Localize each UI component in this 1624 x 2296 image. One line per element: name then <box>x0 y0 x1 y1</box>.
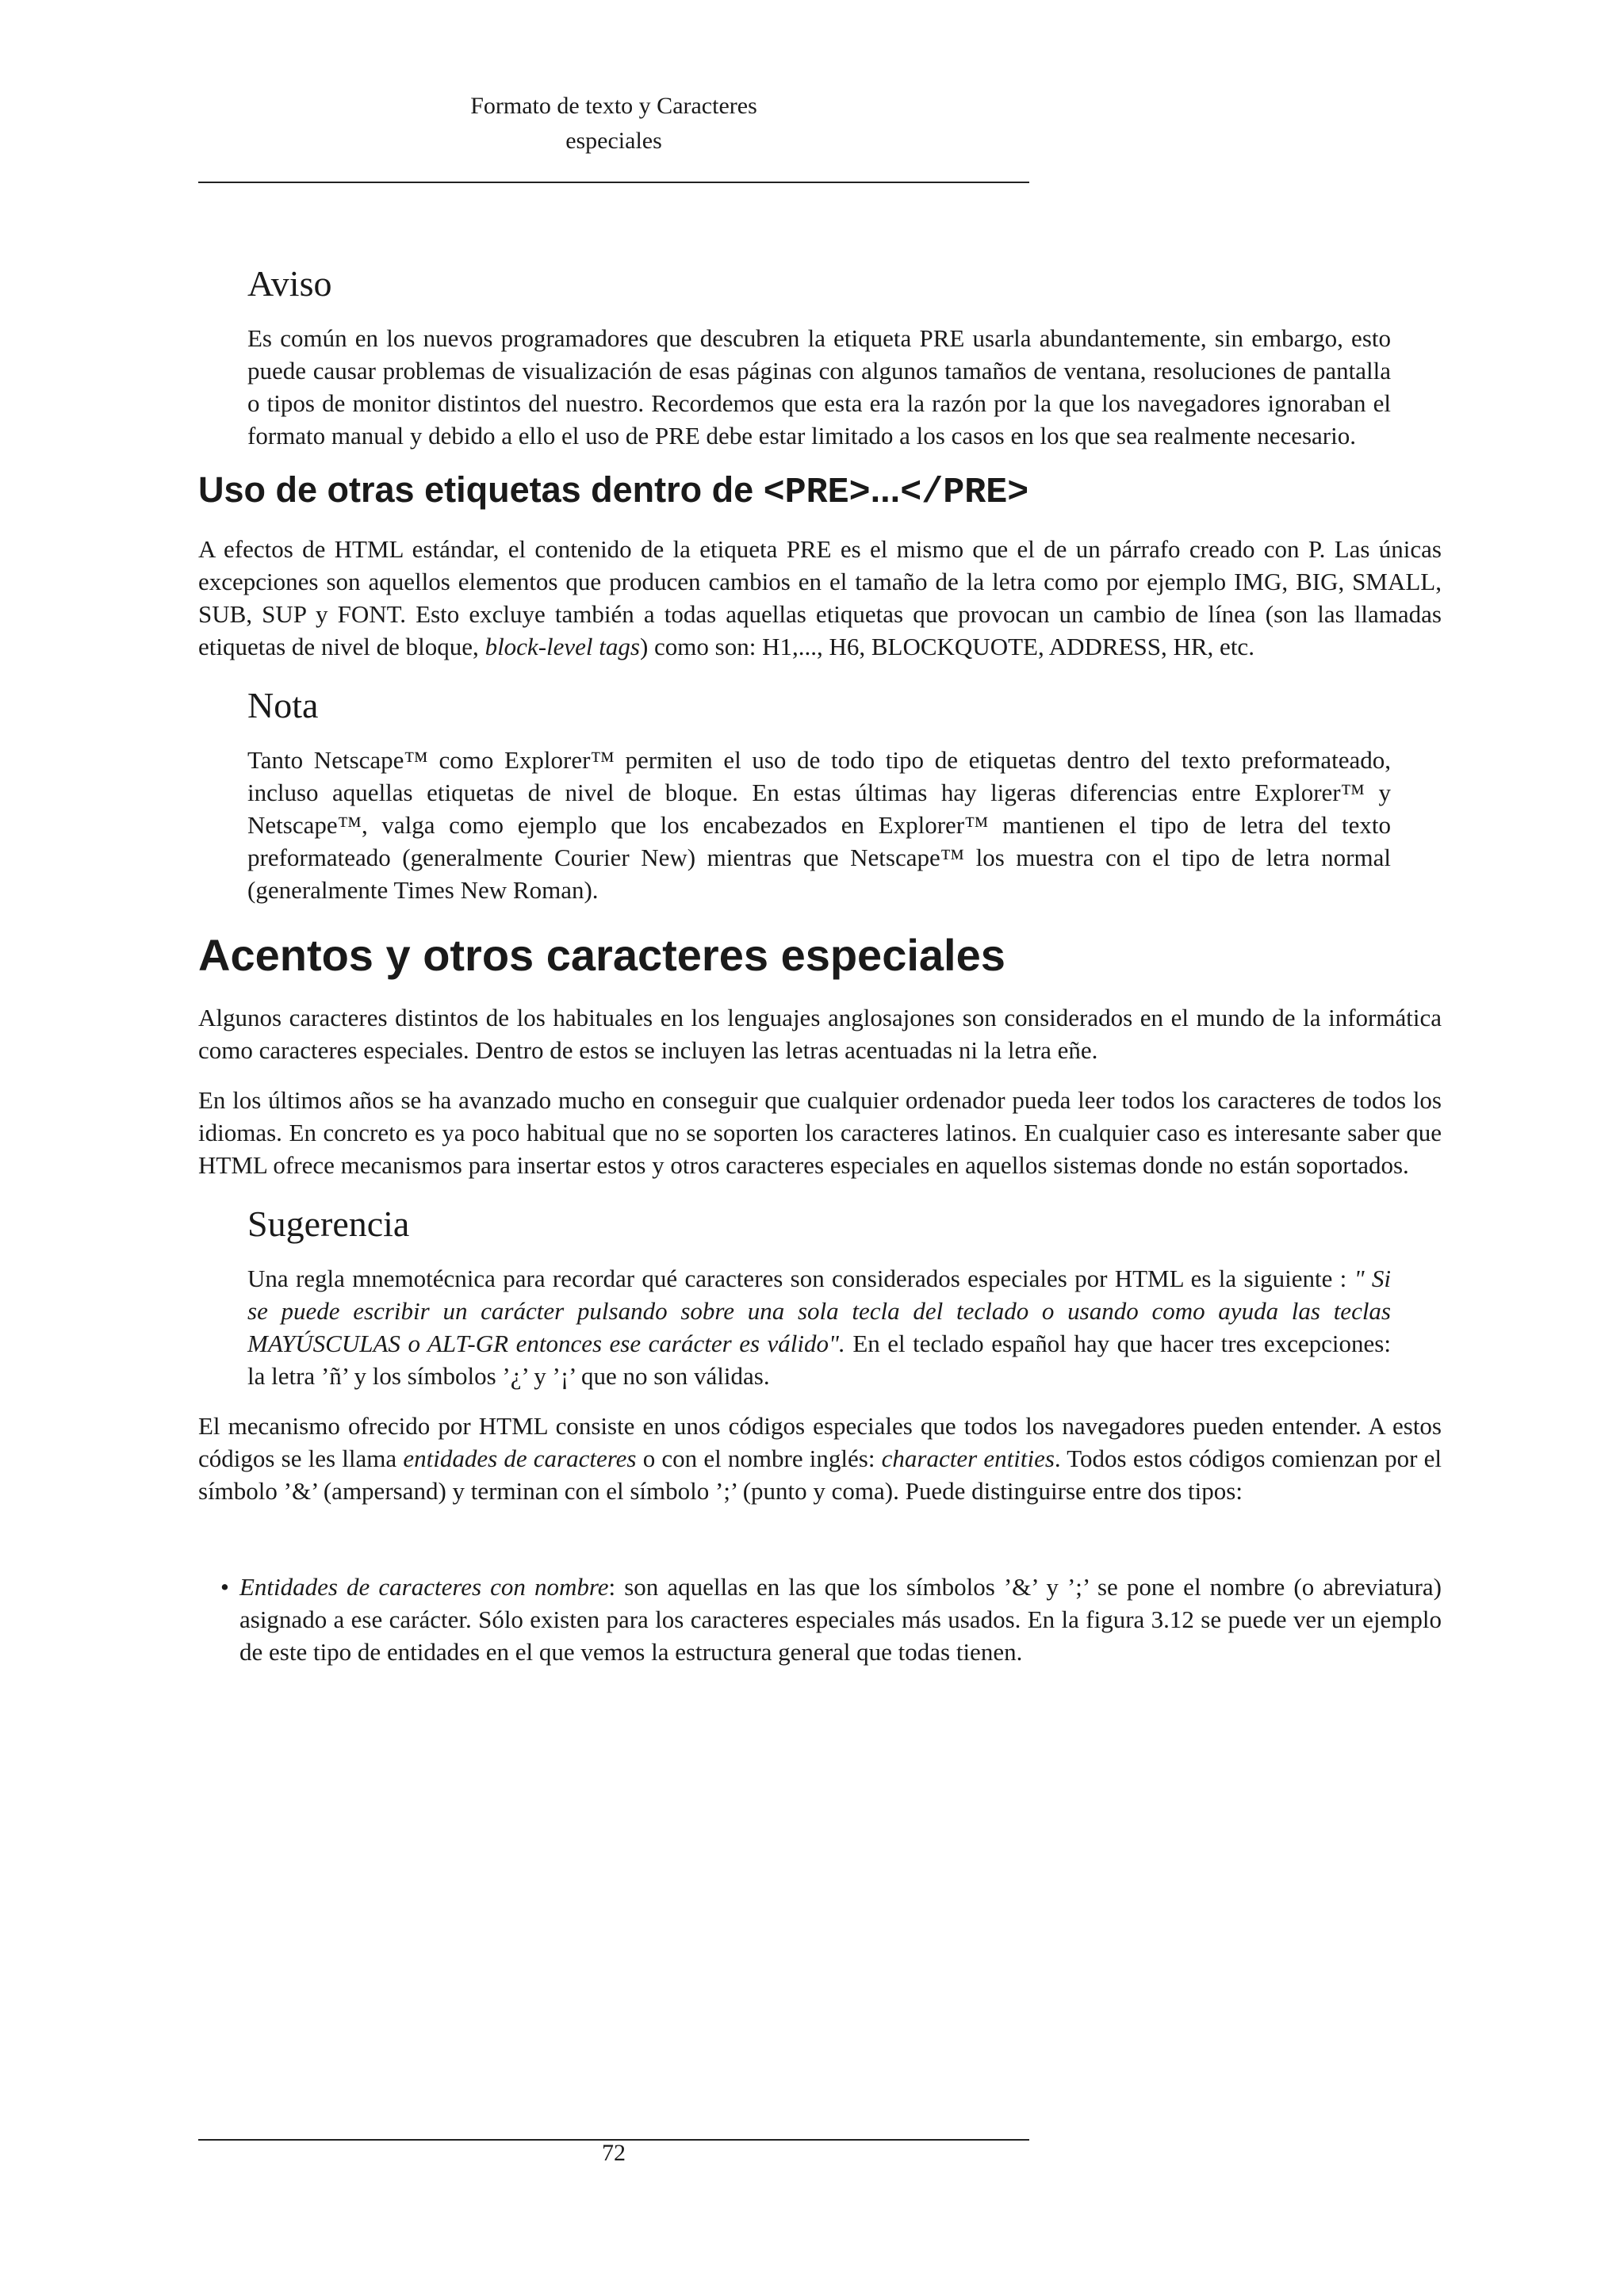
header-rule <box>198 182 1029 183</box>
list-item-text: : son aquellas en las que los símbolos ’&’ y ’;’ se pone el nombre (o abreviatura) asignado a ese carácter. Sólo existen para los caracteres especiales más usados. En la figura 3.12 se puede ver un ejemplo de este tipo de entidades en el que vemos la estructura general que todas tienen. <box>239 1573 1442 1666</box>
aviso-admonition <box>247 262 1391 452</box>
sugerencia-title: Sugerencia <box>247 1203 410 1244</box>
running-header <box>198 89 1029 159</box>
mecanismo-part2: o con el nombre inglés: <box>636 1445 882 1472</box>
pre-paragraph-italic: block-level tags <box>485 633 640 660</box>
mecanismo-italic2: character entities <box>881 1445 1055 1472</box>
section-heading-prefix: Uso de otras etiquetas dentro de <box>198 469 764 510</box>
mecanismo-italic1: entidades de caracteres <box>403 1445 637 1472</box>
sugerencia-italic: " Si se puede escribir un carácter pulsando sobre una sola tecla del teclado o usando como ayuda las teclas MAYÚSCULAS o ALT-GR entonces ese carácter es válido". <box>247 1265 1392 1357</box>
page-content <box>198 262 1442 1668</box>
heading-ellipsis: ... <box>870 469 901 510</box>
pre-paragraph <box>198 533 1442 663</box>
sugerencia-admonition <box>247 1202 1391 1392</box>
pre-open-tag: <PRE> <box>763 473 871 513</box>
list-item <box>198 1571 1442 1668</box>
nota-text: Tanto Netscape™ como Explorer™ permiten el uso de todo tipo de etiquetas dentro del texto preformateado, incluso aquellas etiquetas de nivel de bloque. En estas últimas hay ligeras diferencias entre Explorer™ y Netscape™, valga como ejemplo que los encabezados en Explorer™ mantienen el tipo de letra del texto preformateado (generalmente Courier New) mientras que Netscape™ los muestra con el tipo de letra normal (generalmente Times New Roman). <box>247 746 1391 904</box>
nota-admonition <box>247 683 1391 906</box>
bullet-icon: • <box>220 1573 229 1601</box>
page-number: 72 <box>602 2140 626 2166</box>
sugerencia-part1: Una regla mnemotécnica para recordar qué caracteres son considerados especiales por HTML es la siguiente : <box>247 1265 1354 1292</box>
list-item-italic: Entidades de caracteres con nombre <box>239 1573 609 1601</box>
nota-title: Nota <box>247 685 319 725</box>
chapter-paragraph-1: Algunos caracteres distintos de los habituales en los lenguajes anglosajones son considerados en el mundo de la informática como caracteres especiales. Dentro de estos se incluyen las letras acentuadas ni la letra eñe. <box>198 1004 1442 1064</box>
sugerencia-part2: En el teclado español hay que hacer tres excepciones: la letra ’ñ’ y los símbolos ’¿’ y ’¡’ que no son válidas. <box>247 1330 1391 1390</box>
aviso-title: Aviso <box>247 263 332 304</box>
running-header-line1: Formato de texto y Caracteres <box>470 93 757 119</box>
section-heading-pre <box>198 468 1442 515</box>
mecanismo-paragraph <box>198 1410 1442 1507</box>
sugerencia-text <box>247 1262 1391 1392</box>
pre-close-tag: </PRE> <box>900 473 1029 513</box>
mecanismo-part1: El mecanismo ofrecido por HTML consiste en unos códigos especiales que todos los navegadores pueden entender. A estos códigos se les llama <box>198 1412 1442 1472</box>
chapter-paragraph-2: En los últimos años se ha avanzado mucho en conseguir que cualquier ordenador pueda leer todos los caracteres de todos los idiomas. En concreto es ya poco habitual que no se soporten los caracteres latinos. En cualquier caso es interesante saber que HTML ofrece mecanismos para insertar estos y otros caracteres especiales en aquellos sistemas donde no están soportados. <box>198 1086 1442 1179</box>
chapter-heading: Acentos y otros caracteres especiales <box>198 930 1005 980</box>
pre-paragraph-part2: ) como son: H1,..., H6, BLOCKQUOTE, ADDRESS, HR, etc. <box>639 633 1254 660</box>
pre-paragraph-part1: A efectos de HTML estándar, el contenido de la etiqueta PRE es el mismo que el de un párrafo creado con P. Las únicas excepciones son aquellos elementos que producen cambios en el tamaño de la letra como por ejemplo IMG, BIG, SMALL, SUB, SUP y FONT. Esto excluye también a todas aquellas etiquetas que provocan un cambio de línea (son las llamadas etiquetas de nivel de bloque, <box>198 535 1442 660</box>
aviso-text: Es común en los nuevos programadores que descubren la etiqueta PRE usarla abundantemente, sin embargo, esto puede causar problemas de visualización de esas páginas con algunos tamaños de ventana, resoluciones de pantalla o tipos de monitor distintos del nuestro. Recordemos que esta era la razón por la que los navegadores ignoraban el formato manual y debido a ello el uso de PRE debe estar limitado a los casos en los que sea realmente necesario. <box>247 324 1391 450</box>
entity-types-list <box>198 1571 1442 1668</box>
mecanismo-part3: . Todos estos códigos comienzan por el símbolo ’&’ (ampersand) y terminan con el símbolo ’;’ (punto y coma). Puede distinguirse entre dos tipos: <box>198 1445 1442 1505</box>
running-header-line2: especiales <box>565 128 662 154</box>
